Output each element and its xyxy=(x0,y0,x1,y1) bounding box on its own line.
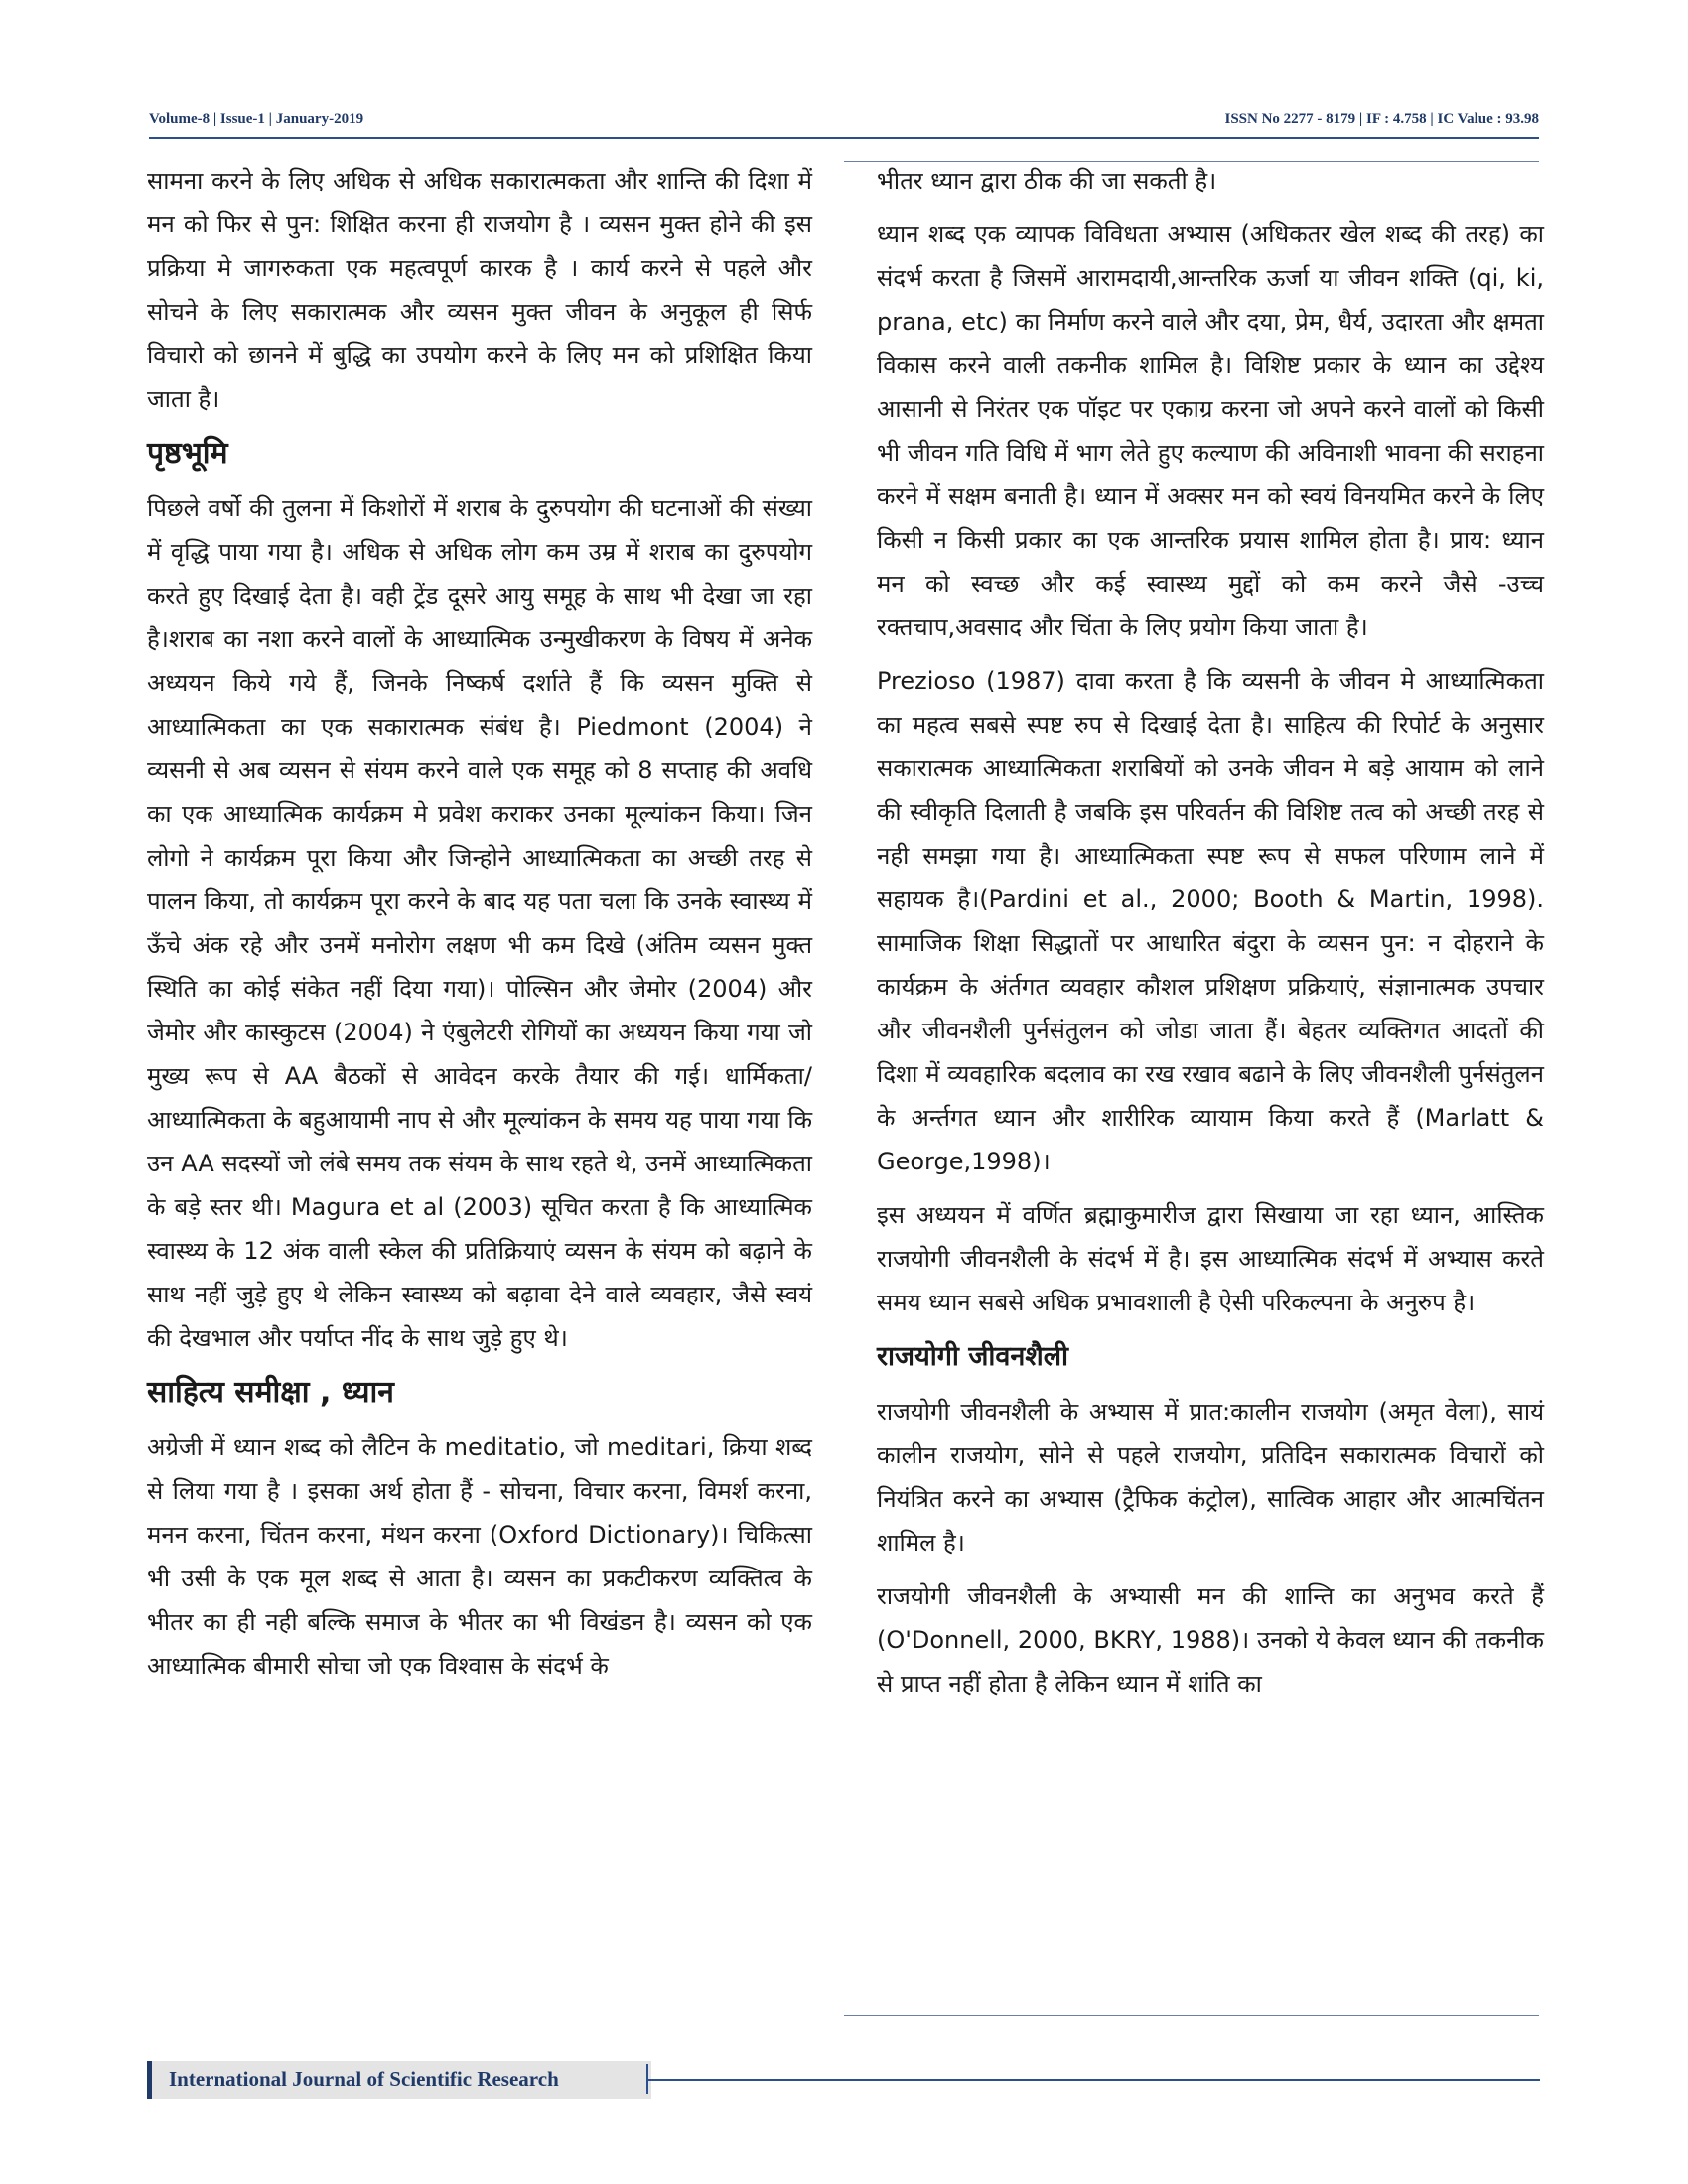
right-paragraph-2: ध्यान शब्द एक व्यापक विविधता अभ्यास (अधिकतर खेल शब्द की तरह) का संदर्भ करता है जिसमें आरामदायी,आन्तरिक ऊर्जा या जीवन शक्ति (qi, ki, prana, etc) का निर्माण करने वाले और दया, प्रेम, धैर्य, उदारता और क्षमता विकास करने वाली तकनीक शामिल है। विशिष्ट प्रकार के ध्यान का उद्देश्य आसानी से निरंतर एक पॉइट पर एकाग्र करना जो अपने करने वालों को किसी भी जीवन गति विधि में भाग लेते हुए कल्याण की अविनाशी भावना की सराहना करने में सक्षम बनाती है। ध्यान में अक्सर मन को स्वयं विनयमित करने के लिए किसी न किसी प्रकार का एक आन्तरिक प्रयास शामिल होता है। प्राय: ध्यान मन को स्वच्छ और कई स्वास्थ्य मुद्दों को कम करने जैसे -उच्च रक्तचाप,अवसाद और चिंता के लिए प्रयोग किया जाता है। xyxy=(877,220,1544,641)
right-column-bottom-divider xyxy=(844,2015,1539,2016)
section-heading-literature-review: साहित्य समीक्षा , ध्यान xyxy=(147,1375,394,1410)
right-column xyxy=(877,159,1544,2015)
right-paragraph-5: राजयोगी जीवनशैली के अभ्यास में प्रात:कालीन राजयोग (अमृत वेला), सायं कालीन राजयोग, सोने से पहले राजयोग, प्रतिदिन सकारात्मक विचारों को नियंत्रित करने का अभ्यास (ट्रैफिक कंट्रोल), सात्विक आहार और आत्मचिंतन शामिल है। xyxy=(877,1398,1544,1557)
left-paragraph-1: सामना करने के लिए अधिक से अधिक सकारात्मकता और शान्ति की दिशा में मन को फिर से पुन: शिक्षित करना ही राजयोग है । व्यसन मुक्त होने की इस प्रक्रिया मे जागरुकता एक महत्वपूर्ण कारक है । कार्य करने से पहले और सोचने के लिए सकारात्मक और व्यसन मुक्त जीवन के अनुकूल ही सिर्फ विचारो को छानने में बुद्धि का उपयोग करने के लिए मन को प्रशिक्षित किया जाता है। xyxy=(147,167,812,413)
left-paragraph-3: अग्रेजी में ध्यान शब्द को लैटिन के meditatio, जो meditari, क्रिया शब्द से लिया गया है । इसका अर्थ होता हैं - सोचना, विचार करना, विमर्श करना, मनन करना, चिंतन करना, मंथन करना (Oxford Dictionary)। चिकित्सा भी उसी के एक मूल शब्द से आता है। व्यसन का प्रकटीकरण व्यक्तित्व के भीतर का ही नही बल्कि समाज के भीतर का भी विखंडन है। व्यसन को एक आध्यात्मिक बीमारी सोचा जो एक विश्वास के संदर्भ के xyxy=(147,1433,812,1680)
right-paragraph-6: राजयोगी जीवनशैली के अभ्यासी मन की शान्ति का अनुभव करते हैं (O'Donnell, 2000, BKRY, 1988)। उनको ये केवल ध्यान की तकनीक से प्राप्त नहीं होता है लेकिन ध्यान में शांति का xyxy=(877,1582,1544,1698)
right-paragraph-3: Prezioso (1987) दावा करता है कि व्यसनी के जीवन मे आध्यात्मिकता का महत्व सबसे स्पष्ट रुप से दिखाई देता है। साहित्य की रिपोर्ट के अनुसार सकारात्मक आध्यात्मिकता शराबियों को उनके जीवन मे बड़े आयाम को लाने की स्वीकृति दिलाती है जबकि इस परिवर्तन की विशिष्ट तत्व को अच्छी तरह से नही समझा गया है। आध्यात्मिकता स्पष्ट रूप से सफल परिणाम लाने में सहायक है।(Pardini et al., 2000; Booth & Martin, 1998). सामाजिक शिक्षा सिद्धातों पर आधारित बंदुरा के व्यसन पुन: न दोहराने के कार्यक्रम के अंर्तगत व्यवहार कौशल प्रशिक्षण प्रक्रियाएं, संज्ञानात्मक उपचार और जीवनशैली पुर्नसंतुलन को जोडा जाता हैं। बेहतर व्यक्तिगत आदतों की दिशा में व्यवहारिक बदलाव का रख रखाव बढाने के लिए जीवनशैली पुर्नसंतुलन के अर्न्तगत ध्यान और शारीरिक व्यायाम किया करते हैं (Marlatt & George,1998)। xyxy=(877,667,1544,1175)
header-issn: ISSN No 2277 - 8179 | IF : 4.758 | IC Value : 93.98 xyxy=(1224,111,1539,127)
running-header xyxy=(149,111,1539,135)
section-heading-rajyogi-lifestyle: राजयोगी जीवनशैली xyxy=(877,1341,1068,1372)
header-divider xyxy=(149,137,1539,139)
footer-journal-name: International Journal of Scientific Research xyxy=(169,2067,559,2091)
right-paragraph-4: इस अध्ययन में वर्णित ब्रह्माकुमारीज द्वारा सिखाया जा रहा ध्यान, आस्तिक राजयोगी जीवनशैली के संदर्भ में है। इस आध्यात्मिक संदर्भ में अभ्यास करते समय ध्यान सबसे अधिक प्रभावशाली है ऐसी परिकल्पना के अनुरुप है। xyxy=(877,1201,1544,1316)
header-volume-issue: Volume-8 | Issue-1 | January-2019 xyxy=(149,111,364,127)
left-paragraph-2: पिछले वर्षो की तुलना में किशोरों में शराब के दुरुपयोग की घटनाओं की संख्या में वृद्धि पाया गया है। अधिक से अधिक लोग कम उम्र में शराब का दुरुपयोग करते हुए दिखाई देता है। वही ट्रेंड दूसरे आयु समूह के साथ भी देखा जा रहा है।शराब का नशा करने वालों के आध्यात्मिक उन्मुखीकरण के विषय में अनेक अध्ययन किये गये हैं, जिनके निष्कर्ष दर्शाते हैं कि व्यसन मुक्ति से आध्यात्मिकता का एक सकारात्मक संबंध है। Piedmont (2004) ने व्यसनी से अब व्यसन से संयम करने वाले एक समूह को 8 सप्ताह की अवधि का एक आध्यात्मिक कार्यक्रम मे प्रवेश कराकर उनका मूल्यांकन किया। जिन लोगो ने कार्यक्रम पूरा किया और जिन्होने आध्यात्मिकता का अच्छी तरह से पालन किया, तो कार्यक्रम पूरा करने के बाद यह पता चला कि उनके स्वास्थ्य में ऊँचे अंक रहे और उनमें मनोरोग लक्षण भी कम दिखे (अंतिम व्यसन मुक्त स्थिति का कोई संकेत नहीं दिया गया)। पोल्सिन और जेमोर (2004) और जेमोर और कास्कुटस (2004) ने एंबुलेटरी रोगियों का अध्ययन किया गया जो मुख्य रूप से AA बैठकों से आवेदन करके तैयार की गई। धार्मिकता/आध्यात्मिकता के बहुआयामी नाप से और मूल्यांकन के समय यह पाया गया कि उन AA सदस्यों जो लंबे समय तक संयम के साथ रहते थे, उनमें आध्यात्मिकता के बड़े स्तर थी। Magura et al (2003) सूचित करता है कि आध्यात्मिक स्वास्थ्य के 12 अंक वाली स्केल की प्रतिक्रियाएं व्यसन के संयम को बढ़ाने के साथ नहीं जुड़े हुए थे लेकिन स्वास्थ्य को बढ़ावा देने वाले व्यवहार, जैसे स्वयं की देखभाल और पर्याप्त नींद के साथ जुड़े हुए थे। xyxy=(147,494,812,1352)
left-column xyxy=(147,159,812,2015)
footer-divider xyxy=(646,2079,1540,2081)
section-heading-background: पृष्ठभूमि xyxy=(147,436,228,471)
right-paragraph-1: भीतर ध्यान द्वारा ठीक की जा सकती है। xyxy=(877,167,1217,195)
